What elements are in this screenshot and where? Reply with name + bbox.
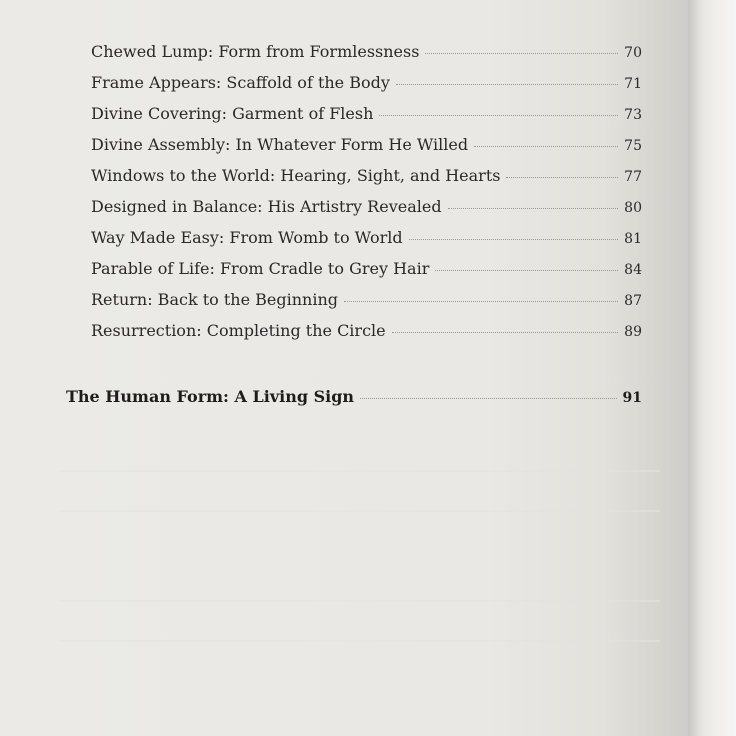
dot-leader	[425, 53, 618, 54]
dot-leader	[409, 239, 619, 240]
dot-leader	[379, 115, 618, 116]
toc-entry	[91, 228, 642, 252]
toc-entry-title: Divine Covering: Garment of Flesh	[91, 104, 374, 123]
toc-entry-title: Parable of Life: From Cradle to Grey Hair	[91, 259, 430, 278]
toc-entry-title: Way Made Easy: From Womb to World	[91, 228, 403, 247]
toc-entry	[91, 290, 642, 314]
dot-leader	[360, 398, 616, 399]
show-through-line	[60, 640, 660, 642]
toc-entry	[91, 259, 642, 283]
toc-section-title: The Human Form: A Living Sign	[66, 387, 355, 406]
toc-entry-title: Divine Assembly: In Whatever Form He Willed	[91, 135, 469, 154]
toc-entry-page: 80	[624, 200, 642, 216]
dot-leader	[392, 332, 619, 333]
show-through-line	[60, 470, 660, 472]
toc-entry-title: Return: Back to the Beginning	[91, 290, 339, 309]
toc-entry-page: 73	[624, 107, 642, 123]
show-through-line	[60, 510, 660, 512]
toc-entry	[91, 166, 642, 190]
page-edge	[688, 0, 736, 736]
dot-leader	[506, 177, 618, 178]
toc-section-entry	[66, 387, 642, 411]
toc-entry	[91, 197, 642, 221]
toc-entry-page: 77	[624, 169, 642, 185]
dot-leader	[396, 84, 618, 85]
toc-entry-page: 87	[624, 293, 642, 309]
toc-entry	[91, 104, 642, 128]
toc-entry-page: 75	[624, 138, 642, 154]
toc-entry	[91, 73, 642, 97]
dot-leader	[344, 301, 618, 302]
toc-entry-page: 70	[624, 45, 642, 61]
dot-leader	[474, 146, 618, 147]
toc-entry-page: 84	[624, 262, 642, 278]
toc-entry-page: 89	[624, 324, 642, 340]
toc-entry	[91, 135, 642, 159]
toc-entry	[91, 321, 642, 345]
toc-entry-title: Resurrection: Completing the Circle	[91, 321, 386, 340]
toc-section-page: 91	[622, 390, 642, 406]
toc-entry-title: Windows to the World: Hearing, Sight, and Hearts	[91, 166, 501, 185]
toc-entry-page: 71	[624, 76, 642, 92]
dot-leader	[448, 208, 619, 209]
dot-leader	[435, 270, 618, 271]
toc-entry-title: Chewed Lump: Form from Formlessness	[91, 42, 420, 61]
toc-entry-title: Designed in Balance: His Artistry Revealed	[91, 197, 442, 216]
toc-entry-page: 81	[624, 231, 642, 247]
toc-entry-title: Frame Appears: Scaffold of the Body	[91, 73, 390, 92]
toc-entry	[91, 42, 642, 66]
show-through-line	[60, 600, 660, 602]
